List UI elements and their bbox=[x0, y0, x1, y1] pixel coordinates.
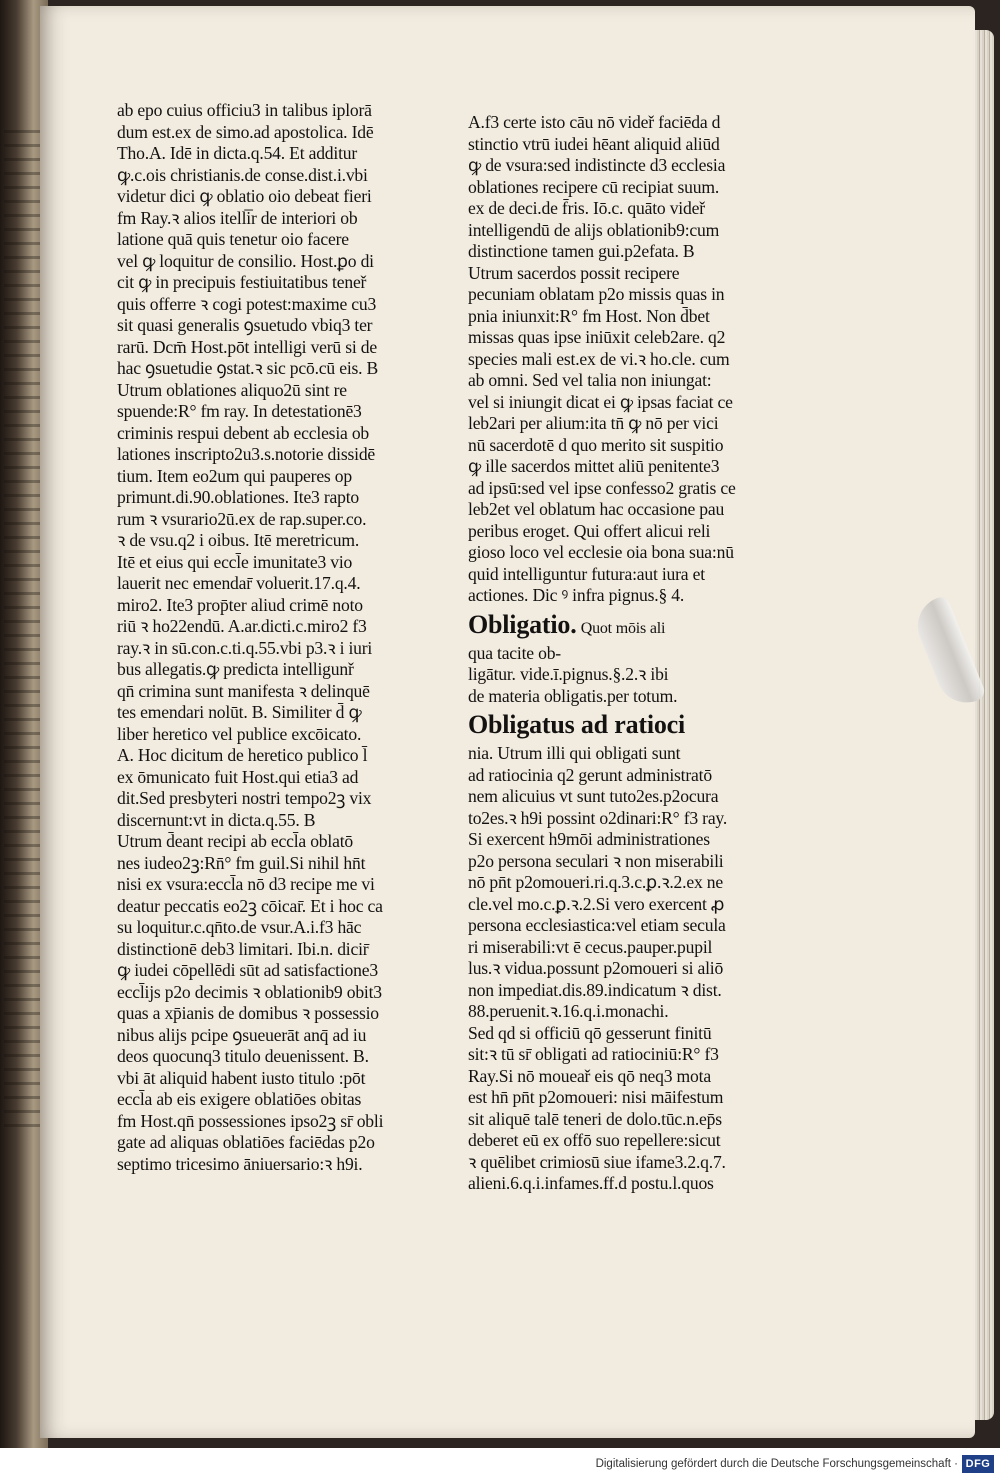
text-line: lus.ꝛ vidua.possunt p2omoueri si aliō bbox=[468, 958, 724, 978]
right-column-bottom-text bbox=[468, 743, 808, 1195]
text-line: Utrum sacerdos possit recipere bbox=[468, 262, 680, 283]
text-line: dit.Sed presbyteri nostri tempo2ꝫ vix bbox=[117, 788, 372, 808]
footer-bar bbox=[0, 1448, 1000, 1480]
text-line: ꝙ iudei cōpellēdi sūt ad satisfactione3 bbox=[117, 960, 378, 980]
text-line: ex de deci.de f̄ris. Iō.c. quāto videř bbox=[468, 198, 705, 218]
heading-obligatus bbox=[468, 707, 808, 743]
text-line: oblationes recipere cū recipiat suum. bbox=[468, 176, 720, 197]
heading-obligatio-continuation bbox=[468, 643, 808, 708]
text-line: sit quasi generalis ꝯsuetudo vbiq3 ter bbox=[117, 315, 373, 335]
text-line: ab epo cuius officiu3 in talibus iplorā bbox=[117, 100, 372, 120]
text-line: sit:ꝛ tū sr̄ obligati ad ratiociniū:R° f3 bbox=[468, 1044, 719, 1064]
text-line: deos quocunq3 titulo deuenissent. B. bbox=[117, 1046, 369, 1066]
text-line: quis offerre ꝛ cogi potest:maxime cu3 bbox=[117, 293, 377, 314]
text-line: ri miserabili:vt ē cecus.pauper.pupil bbox=[468, 936, 713, 957]
text-line: qn̄ crimina sunt manifesta ꝛ delinquē bbox=[117, 680, 370, 701]
text-line: deberet eū ex offō suo repellere:sicut bbox=[468, 1130, 721, 1150]
text-line: vbi āt aliquid habent iusto titulo :pōt bbox=[117, 1067, 366, 1088]
text-line: alieni.6.q.i.infames.ff.d postu.l.quos bbox=[468, 1173, 714, 1193]
text-line: ligātur. vide.ī.pignus.§.2.ꝛ ibi bbox=[468, 664, 669, 684]
dfg-logo-icon: DFG bbox=[962, 1455, 994, 1473]
text-line: tium. Item eo2um qui pauperes op bbox=[117, 465, 352, 486]
funding-credit: Digitalisierung gefördert durch die Deutsche Forschungsgemeinschaft · bbox=[595, 1458, 958, 1470]
text-line: spuende:R° fm ray. In detestationē3 bbox=[117, 401, 362, 421]
text-line: nō pn̄t p2omoueri.ri.q.3.c.ꝑ.ꝛ.2.ex ne bbox=[468, 872, 723, 892]
text-line: eccl̄a ab eis exigere oblatiōes obitas bbox=[117, 1089, 362, 1109]
text-line: stinctio vtrū iudei hēant aliquid aliūd bbox=[468, 133, 720, 154]
text-line: sit aliquē talē teneri de dolo.tūc.n.ep̄s bbox=[468, 1108, 722, 1129]
text-line: criminis respui debent ab ecclesia ob bbox=[117, 422, 370, 443]
right-column-top-text bbox=[468, 112, 808, 607]
text-line: ꝙ.c.ois christianis.de conse.dist.i.vbi bbox=[117, 164, 368, 185]
text-line: ad ratiocinia q2 gerunt administratō bbox=[468, 764, 712, 785]
text-line: qua tacite ob- bbox=[468, 642, 561, 663]
text-line: nem alicuius vt sunt tuto2es.p2ocura bbox=[468, 786, 719, 806]
text-line: nibus alijs pcipe ꝯsueuerāt anq̄ ad iu bbox=[117, 1024, 367, 1045]
text-line: ab omni. Sed vel talia non iniungat: bbox=[468, 370, 712, 390]
text-line: miro2. Ite3 prop̄ter aliud crimē noto bbox=[117, 594, 363, 615]
text-line: videtur dici ꝙ oblatio oio debeat fieri bbox=[117, 186, 372, 206]
text-line: bus allegatis.ꝙ predicta intelligunř bbox=[117, 659, 354, 679]
text-line: su loquitur.c.qn̄to.de vsur.A.i.f3 hāc bbox=[117, 917, 362, 937]
text-line: species mali est.ex de vi.ꝛ ho.cle. cum bbox=[468, 348, 730, 369]
text-line: to2es.ꝛ h9i possint o2dinari:R° f3 ray. bbox=[468, 807, 728, 828]
text-line: distinctionē deb3 limitari. Ibi.n. dicir̄ bbox=[117, 938, 369, 959]
left-text-column bbox=[117, 100, 452, 1175]
text-line: septimo tricesimo āniuersario:ꝛ h9i. bbox=[117, 1153, 363, 1174]
text-line: 88.peruenit.ꝛ.16.q.i.monachi. bbox=[468, 1001, 669, 1021]
text-line: persona ecclesiastica:vel etiam secula bbox=[468, 915, 726, 935]
text-line: est hn̄ pn̄t p2omoueri: nisi māifestum bbox=[468, 1087, 724, 1107]
text-line: hac ꝯsuetudie ꝯstat.ꝛ sic pcō.cū eis. B bbox=[117, 358, 379, 378]
text-line: vel si iniungit dicat ei ꝙ ipsas faciat ce bbox=[468, 391, 733, 412]
text-line: Utrum oblationes aliquo2ū sint re bbox=[117, 379, 347, 400]
heading-obligatus-title: Obligatus ad ratioci bbox=[468, 710, 686, 739]
text-line: de materia obligatis.per totum. bbox=[468, 685, 678, 706]
text-line: ad ipsū:sed vel ipse confesso2 gratis ce bbox=[468, 477, 736, 498]
text-line: non impediat.dis.89.indicatum ꝛ dist. bbox=[468, 979, 722, 1000]
right-text-column bbox=[468, 112, 808, 1195]
text-line: dum est.ex de simo.ad apostolica. Idē bbox=[117, 121, 374, 142]
text-line: Itē et eius qui eccl̄e imunitate3 vio bbox=[117, 551, 353, 572]
text-line: missas quas ipse iniūxit celeb2are. q2 bbox=[468, 327, 726, 347]
text-line: cit ꝙ in precipuis festiuitatibus teneř bbox=[117, 272, 367, 292]
text-line: ꝙ ille sacerdos mittet aliū penitente3 bbox=[468, 456, 720, 476]
text-line: peribus eroget. Qui offert alicui reli bbox=[468, 520, 711, 541]
text-line: primunt.di.90.oblationes. Ite3 rapto bbox=[117, 487, 359, 507]
text-line: gioso loco vel ecclesie oia bona sua:nū bbox=[468, 542, 734, 562]
text-line: rarū. Dcm̄ Host.pōt intelligi verū si de bbox=[117, 336, 377, 357]
text-line: tes emendari nolūt. B. Similiter d̄ ꝙ bbox=[117, 702, 362, 722]
text-line: fm Ray.ꝛ alios itelli̅r de interiori ob bbox=[117, 207, 358, 228]
text-line: nisi ex vsura:eccl̄a nō d3 recipe me vi bbox=[117, 874, 375, 894]
text-line: nes iudeo2ꝫ:Rn̄° fm guil.Si nihil hn̄t bbox=[117, 852, 366, 873]
text-line: lauerit nec emendar̄ voluerit.17.q.4. bbox=[117, 573, 361, 593]
text-line: quas a xp̄ianis de domibus ꝛ possessio bbox=[117, 1003, 379, 1023]
text-line: nū sacerdotē d quo merito sit suspitio bbox=[468, 434, 724, 455]
text-line: nia. Utrum illi qui obligati sunt bbox=[468, 743, 681, 763]
text-line: riū ꝛ ho22endū. A.ar.dicti.c.miro2 f3 bbox=[117, 616, 367, 636]
text-line: discernunt:vt in dicta.q.55. B bbox=[117, 809, 316, 830]
heading-obligatio-title: Obligatio. bbox=[468, 609, 577, 639]
text-line: Sed qd si officiū qō gesserunt finitū bbox=[468, 1022, 712, 1043]
text-line: leb2et vel oblatum hac occasione pau bbox=[468, 499, 725, 519]
text-line: intelligendū de alijs oblationib9:cum bbox=[468, 219, 720, 240]
text-line: eccl̄ijs p2o decimis ꝛ oblationib9 obit3 bbox=[117, 981, 382, 1002]
text-line: deatur peccatis eo2ꝫ cōicar̄. Et i hoc ca bbox=[117, 895, 383, 916]
text-line: vel ꝙ loquitur de consilio. Host.ꝑo di bbox=[117, 250, 374, 271]
heading-obligatio-rest: Quot mōis ali bbox=[580, 619, 666, 637]
text-line: p2o persona seculari ꝛ non miserabili bbox=[468, 850, 724, 871]
text-line: cle.vel mo.c.ꝑ.ꝛ.2.Si vero exercent ꝓ bbox=[468, 893, 725, 914]
text-line: liber heretico vel publice excōicato. bbox=[117, 723, 362, 744]
text-line: lationes inscripto2u3.s.notorie dissidē bbox=[117, 444, 376, 464]
text-line: A. Hoc dicitum de heretico publico l̄ bbox=[117, 745, 368, 765]
text-line: pnia iniunxit:R° fm Host. Non d̄bet bbox=[468, 305, 710, 326]
text-line: distinctione tamen gui.p2efata. B bbox=[468, 241, 695, 261]
text-line: ꝛ quēlibet crimiosū siue ifame3.2.q.7. bbox=[468, 1151, 726, 1172]
text-line: Si exercent h9mōi administrationes bbox=[468, 829, 710, 849]
text-line: ꝙ de vsura:sed indistincte d3 ecclesia bbox=[468, 155, 726, 175]
text-line: quid intelliguntur futura:aut iura et bbox=[468, 563, 705, 584]
text-line: fm Host.qn̄ possessiones ipso2ꝫ sr̄ obli bbox=[117, 1110, 384, 1131]
facing-page-text-bleed bbox=[4, 130, 44, 1130]
text-line: Ray.Si nō moueař eis qō neq3 mota bbox=[468, 1065, 711, 1086]
text-line: Tho.A. Idē in dicta.q.54. Et additur bbox=[117, 143, 358, 163]
heading-obligatio bbox=[468, 607, 808, 643]
text-line: ex ōmunicato fuit Host.qui etia3 ad bbox=[117, 766, 359, 787]
text-line: A.f3 certe isto cāu nō videř faciēda d bbox=[468, 112, 721, 132]
text-line: ray.ꝛ in sū.con.c.ti.q.55.vbi p3.ꝛ i iuri bbox=[117, 637, 373, 658]
text-line: gate ad aliquas oblatiōes faciēdas p2o bbox=[117, 1132, 375, 1152]
text-line: leb2ari per alium:ita tn̄ ꝙ nō per vici bbox=[468, 413, 719, 433]
text-line: rum ꝛ vsurario2ū.ex de rap.super.co. bbox=[117, 508, 367, 529]
text-line: latione quā quis tenetur oio facere bbox=[117, 229, 349, 249]
text-line: Utrum d̄eant recipi ab eccl̄a oblatō bbox=[117, 831, 353, 851]
text-line: ꝛ de vsu.q2 i oibus. Itē meretricum. bbox=[117, 530, 360, 550]
text-line: pecuniam oblatam p2o missis quas in bbox=[468, 284, 725, 304]
text-line: actiones. Dic ꝰ infra pignus.§ 4. bbox=[468, 585, 685, 605]
